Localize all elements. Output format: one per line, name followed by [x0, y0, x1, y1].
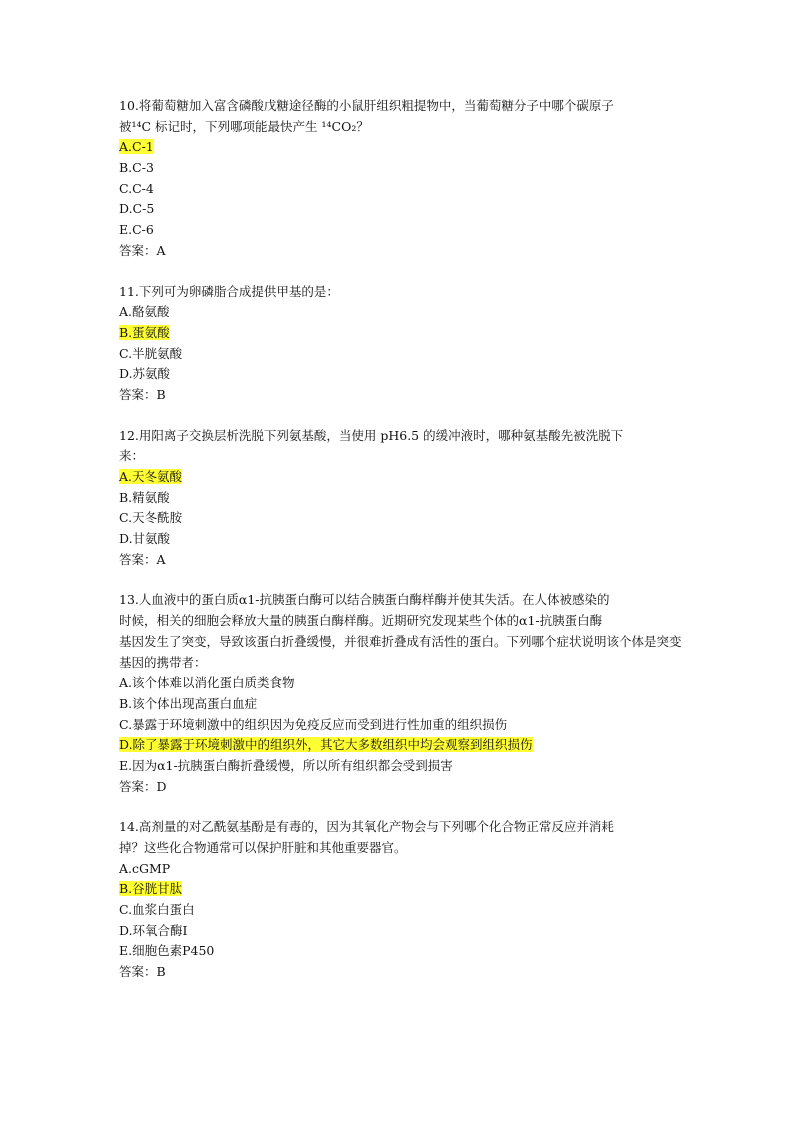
- option-text: D.环氧合酶Ⅰ: [119, 922, 188, 938]
- option: [119, 715, 679, 736]
- option: [119, 921, 679, 942]
- question-block: [119, 282, 679, 406]
- question-stem-line: 基因的携带者：: [119, 654, 207, 670]
- option: [119, 158, 679, 179]
- option-text: B.该个体出现高蛋白血症: [119, 695, 258, 711]
- option-text: E.细胞色素P450: [119, 943, 215, 959]
- question-stem-line: 时候，相关的细胞会释放大量的胰蛋白酶样酶。近期研究发现某些个体的α1-抗胰蛋白酶: [119, 613, 603, 629]
- option-text: C.血浆白蛋白: [119, 902, 195, 918]
- option-text: C.暴露于环境刺激中的组织因为免疫反应而受到进行性加重的组织损伤: [119, 716, 508, 732]
- answer-line: 答案：B: [119, 386, 166, 402]
- option: [119, 220, 679, 241]
- option: [119, 344, 679, 365]
- option-text: D.除了暴露于环境刺激中的组织外，其它大多数组织中均会观察到组织损伤: [119, 737, 533, 753]
- option: [119, 673, 679, 694]
- option-text: C.C-4: [119, 180, 154, 196]
- option-text: C.半胱氨酸: [119, 345, 183, 361]
- option-text: B.精氨酸: [119, 489, 170, 505]
- option-highlighted: [119, 137, 679, 158]
- option: [119, 364, 679, 385]
- answer-line: 答案：A: [119, 551, 166, 567]
- option: [119, 694, 679, 715]
- option-text: A.cGMP: [119, 860, 171, 876]
- question-stem-line: 基因发生了突变，导致该蛋白折叠缓慢，并很难折叠成有活性的蛋白。下列哪个症状说明该个体是突变: [119, 633, 682, 649]
- question-block: [119, 96, 679, 262]
- answer-line: 答案：A: [119, 242, 166, 258]
- question-block: [119, 817, 679, 983]
- option-text: D.甘氨酸: [119, 531, 171, 547]
- option-text: C.天冬酰胺: [119, 510, 183, 526]
- answer-line: 答案：D: [119, 778, 167, 794]
- option-highlighted: [119, 467, 679, 488]
- option: [119, 302, 679, 323]
- option-text: A.该个体难以消化蛋白质类食物: [119, 675, 295, 691]
- option-text: A.酪氨酸: [119, 304, 170, 320]
- option-text: B.蛋氨酸: [119, 324, 170, 340]
- option: [119, 199, 679, 220]
- question-stem: [119, 590, 682, 673]
- option-highlighted: [119, 735, 679, 756]
- question-stem-line: 13.人血液中的蛋白质α1-抗胰蛋白酶可以结合胰蛋白酶样酶并使其失活。在人体被感染的: [119, 592, 610, 608]
- question-stem: [119, 426, 679, 467]
- question-stem: [119, 817, 679, 858]
- option-text: E.C-6: [119, 222, 154, 238]
- question-stem-line: 12.用阳离子交换层析洗脱下列氨基酸，当使用 pH6.5 的缓冲液时，哪种氨基酸先被洗脱下: [119, 427, 624, 443]
- question-stem-line: 掉？这些化合物通常可以保护肝脏和其他重要器官。: [119, 840, 407, 855]
- option-text: A.天冬氨酸: [119, 469, 183, 484]
- option-text: B.谷胱甘肽: [119, 881, 183, 897]
- option: [119, 941, 679, 962]
- answer-line: 答案：B: [119, 964, 166, 980]
- option-highlighted: [119, 323, 679, 344]
- question-stem: [119, 96, 679, 137]
- question-stem-line: 被¹⁴C 标记时，下列哪项能最快产生 ¹⁴CO₂？: [119, 118, 369, 134]
- option: [119, 756, 679, 777]
- option-highlighted: [119, 879, 679, 900]
- question-stem-line: 10.将葡萄糖加入富含磷酸戊糖途径酶的小鼠肝组织粗提物中，当葡萄糖分子中哪个碳原子: [119, 98, 614, 113]
- question-list: [119, 96, 682, 1003]
- question-stem-line: 11.下列可为卵磷脂合成提供甲基的是：: [119, 283, 339, 299]
- option: [119, 529, 679, 550]
- option: [119, 859, 679, 880]
- option: [119, 488, 679, 509]
- question-stem-line: 来：: [119, 448, 145, 464]
- option-text: B.C-3: [119, 160, 154, 176]
- option-text: A.C-1: [119, 139, 154, 155]
- option-text: D.苏氨酸: [119, 366, 171, 382]
- option: [119, 900, 679, 921]
- question-stem-line: 14.高剂量的对乙酰氨基酚是有毒的，因为其氧化产物会与下列哪个化合物正常反应并消耗: [119, 819, 614, 835]
- question-block: [119, 426, 679, 571]
- option-text: D.C-5: [119, 201, 155, 217]
- question-stem: [119, 282, 679, 303]
- question-block: [119, 590, 682, 797]
- option: [119, 508, 679, 529]
- option-text: E.因为α1-抗胰蛋白酶折叠缓慢，所以所有组织都会受到损害: [119, 757, 453, 773]
- option: [119, 179, 679, 200]
